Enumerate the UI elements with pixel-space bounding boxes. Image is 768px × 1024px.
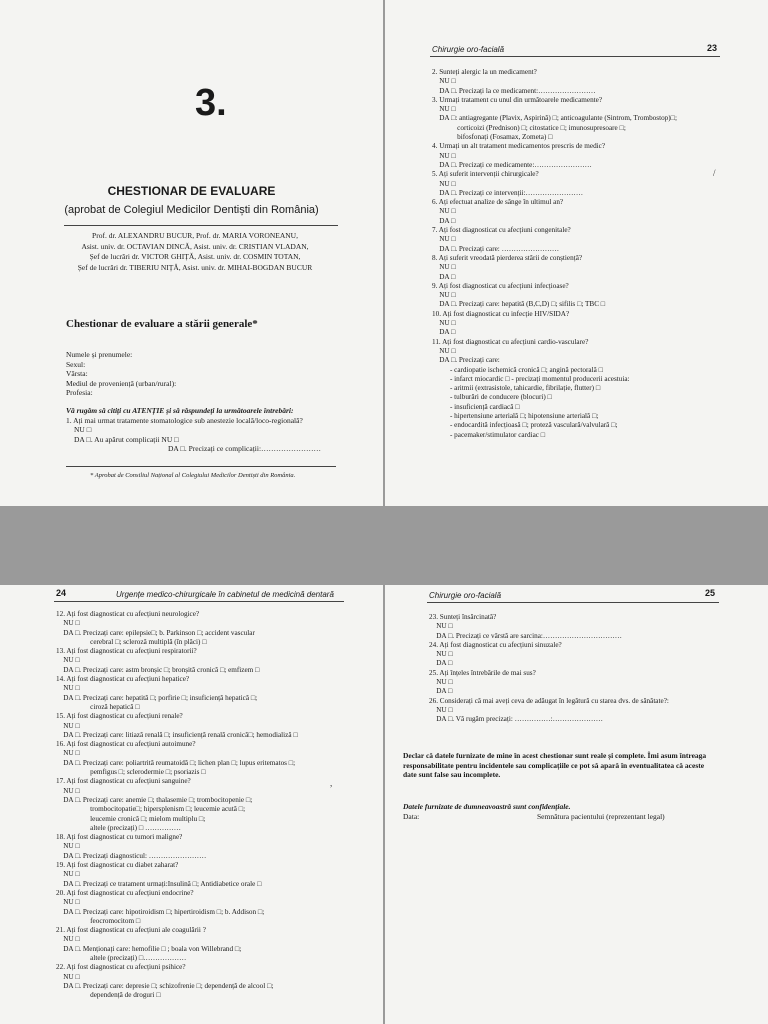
question-line: - pacemaker/stimulator cardiac □	[432, 430, 546, 439]
author-line: Prof. dr. ALEXANDRU BUCUR, Prof. dr. MARIA VORONEANU,	[92, 231, 298, 240]
question-line: 14. Ați fost diagnosticat cu afecțiuni hepatice?	[56, 675, 190, 684]
answer-yes-specify: DA □. Precizați ce complicații:……………………	[168, 444, 322, 453]
field-sex: Sexul:	[66, 359, 86, 369]
question-line: NU □	[56, 935, 80, 944]
question-line: 16. Ați fost diagnosticat cu afecțiuni autoimune?	[56, 740, 196, 749]
question-line: NU □	[432, 263, 456, 272]
question-line: altele (precizați) □………………	[56, 953, 187, 962]
question-line: DA □	[429, 687, 453, 696]
question-line: - tulburări de conducere (blocuri) □	[432, 393, 552, 402]
question-line: 2. Sunteți alergic la un medicament?	[432, 68, 537, 76]
authors-block	[60, 231, 330, 273]
question-line: NU □	[56, 786, 80, 795]
answer-yes-complications: DA □. Au apărut complicații NU □	[74, 434, 179, 444]
question-line: DA □. Precizați care: depresie □; schizofrenie □; dependență de alcool □;	[56, 981, 274, 990]
date-label: Data:	[403, 812, 420, 821]
question-line: 7. Ați fost diagnosticat cu afecțiuni congenitale?	[432, 226, 571, 235]
question-line: 11. Ați fost diagnosticat cu afecțiuni cardio-vasculare?	[432, 337, 589, 346]
question-line: DA □. Precizați care: ……………………	[432, 244, 560, 253]
field-name: Numele și prenumele:	[66, 350, 133, 359]
question-line: 19. Ați fost diagnosticat cu diabet zaharat?	[56, 861, 179, 870]
question-line: NU □	[56, 870, 80, 879]
pen-mark: /	[713, 168, 716, 178]
page-number: 24	[56, 588, 67, 598]
question-line: 10. Ați fost diagnosticat cu infecție HIV/SIDA?	[432, 309, 570, 318]
question-line: DA □. Precizați ce intervenții:……………………	[432, 188, 584, 197]
question-line: DA □	[432, 272, 456, 281]
question-line: dependență de droguri □	[56, 991, 161, 1000]
field-origin: Mediul de proveniență (urban/rural):	[66, 378, 177, 388]
page-chapter-3	[0, 0, 383, 506]
question-line: NU □	[56, 842, 80, 851]
pen-mark: ,	[330, 778, 333, 788]
question-line: 15. Ați fost diagnosticat cu afecțiuni renale?	[56, 712, 183, 721]
page-24	[0, 585, 383, 1024]
question-line: DA □. Vă rugăm precizați: ……………:…………………	[429, 715, 603, 724]
question-line: 18. Ați fost diagnosticat cu tumori maligne?	[56, 833, 183, 842]
question-line: 26. Considerați că mai aveți ceva de adăugat în legătură cu starea dvs. de sănătate?:	[429, 696, 669, 705]
question-line: cerebral □; scleroză multiplă (în plăci) □	[56, 637, 207, 646]
question-line: 12. Ați fost diagnosticat cu afecțiuni neurologice?	[56, 610, 200, 618]
question-line: DA □	[429, 659, 453, 668]
question-line: DA □. Precizați care: anemie □; thalasemie □; trombocitopenie □;	[56, 795, 253, 804]
question-line: NU □	[432, 291, 456, 300]
question-line: NU □	[429, 705, 453, 714]
question-line: leucemie cronică □; mielom multiplu □;	[56, 814, 206, 823]
question-line: DA □. Menționați care: hemofilie □ ; boala von Willebrand □;	[56, 944, 242, 953]
question-line: 20. Ați fost diagnosticat cu afecțiuni endocrine?	[56, 888, 194, 897]
question-line: 25. Ați înțeles întrebările de mai sus?	[429, 668, 536, 677]
question-line: NU □	[432, 105, 456, 114]
question-line: DA □. Precizați la ce medicament:……………………	[432, 86, 596, 95]
header-rule	[427, 602, 719, 603]
signature-label: Semnătura pacientului (reprezentant legal)	[537, 812, 665, 821]
question-line: NU □	[432, 179, 456, 188]
question-line: DA □. Precizați ce vârstă are sarcina:……………………………	[429, 631, 622, 640]
question-line: - endocardită infecțioasă □; proteză vasculară/valvulară □;	[432, 421, 618, 430]
running-header: Chirurgie oro-facială	[429, 591, 502, 600]
footnote: * Aprobat de Consiliul Național al Colegiului Medicilor Dentiști din România.	[90, 472, 296, 479]
question-line: NU □	[429, 622, 453, 631]
running-header: Urgențe medico-chirurgicale în cabinetul de medicină dentară	[116, 590, 334, 599]
question-line: NU □	[432, 235, 456, 244]
field-age: Vârsta:	[66, 369, 88, 378]
question-1: 1. Ați mai urmat tratamente stomatologice sub anestezie locală/loco-regională?	[66, 415, 303, 425]
question-line: - insuficiență cardiacă □	[432, 402, 520, 411]
page-number: 23	[707, 43, 718, 53]
confidentiality-note: Datele furnizate de dumneavoastră sunt confidențiale.	[403, 802, 571, 811]
question-line: DA □. Precizați care: litiază renală □; insuficiență renală cronică□; hemodializă □	[56, 730, 298, 739]
declaration-text: Declar că datele furnizate de mine în acest chestionar sunt reale și complete. Îmi asum întreaga responsabilitate pentru incidentele sau complicațiile ce pot să apară în eventualitatea că aceste date sunt false sau incomplete.	[403, 751, 707, 780]
question-line: NU □	[56, 721, 80, 730]
header-rule	[54, 601, 344, 602]
page-number: 25	[705, 588, 716, 598]
instructions-block	[66, 406, 366, 454]
question-line: 3. Urmați tratament cu unul din următoarele medicamente?	[432, 95, 603, 104]
question-line: NU □	[429, 678, 453, 687]
question-line: - aritmii (extrasistole, tahicardie, fibrilație, flutter) □	[432, 384, 601, 393]
question-line: DA □	[432, 328, 456, 337]
question-line: NU □	[432, 207, 456, 216]
question-line: DA □	[432, 216, 456, 225]
question-line: NU □	[432, 151, 456, 160]
question-line: - infarct miocardic □ - precizați momentul producerii acestuia:	[432, 374, 630, 383]
title-divider	[64, 225, 338, 226]
question-line: NU □	[56, 749, 80, 758]
question-line: DA □. Precizați diagnosticul: ……………………	[56, 851, 207, 860]
question-line: DA □. Precizați care:	[432, 356, 500, 365]
question-line: DA □. Precizați ce medicamente:……………………	[432, 160, 592, 169]
question-line: DA □. Precizați ce tratament urmați:Insulină □; Antidiabetice orale □	[56, 879, 262, 888]
question-line: bifosfonați (Fosamax, Zometa) □	[432, 133, 553, 142]
question-line: NU □	[56, 684, 80, 693]
question-line: altele (precizați) □ ……………	[56, 823, 181, 832]
question-line: NU □	[56, 972, 80, 981]
question-line: ciroză hepatică □	[56, 702, 140, 711]
question-line: 21. Ați fost diagnosticat cu afecțiuni ale coagulării ?	[56, 926, 206, 935]
question-line: 24. Ați fost diagnosticat cu afecțiuni sinuzale?	[429, 640, 562, 649]
running-header: Chirurgie oro-facială	[432, 45, 505, 54]
questions-2-11	[432, 68, 677, 440]
header-rule	[430, 56, 720, 57]
question-line: 6. Ați efectuat analize de sânge în ultimul an?	[432, 198, 564, 207]
answer-no: NU □	[74, 425, 92, 434]
questions-12-22	[56, 610, 298, 1000]
question-line: 23. Sunteți însărcinată?	[429, 613, 497, 621]
author-line: Șef de lucrări dr. TIBERIU NIȚĂ, Asist. univ. dr. MIHAI-BOGDAN BUCUR	[77, 262, 313, 272]
question-line: 8. Ați suferit vreodată pierderea stării de conștiență?	[432, 253, 583, 262]
questions-23-26	[429, 613, 669, 725]
page-25	[385, 585, 768, 1024]
question-line: NU □	[432, 346, 456, 355]
question-line: NU □	[56, 898, 80, 907]
question-line: NU □	[56, 619, 80, 628]
personal-fields	[66, 350, 176, 398]
author-line: Asist. univ. dr. OCTAVIAN DINCĂ, Asist. univ. dr. CRISTIAN VLADAN,	[81, 241, 309, 251]
question-line: trombocitopatie□; hipersplenism □; leucemie acută □;	[56, 805, 246, 814]
question-line: NU □	[56, 656, 80, 665]
question-line: 9. Ați fost diagnosticat cu afecțiuni infecțioase?	[432, 281, 569, 290]
question-line: - hipertensiune arterială □; hipotensiune arterială □;	[432, 411, 599, 420]
question-line: DA □. Precizați care: astm bronșic □; bronșită cronică □; emfizem □	[56, 665, 260, 674]
question-line: NU □	[432, 77, 456, 86]
question-line: 4. Urmați un alt tratament medicamentos prescris de medic?	[432, 142, 606, 151]
field-profession: Profesia:	[66, 388, 93, 397]
question-line: DA □. Precizați care: hipotiroidism □; hipertiroidism □; b. Addison □;	[56, 907, 265, 916]
question-line: feocromocitom □	[56, 916, 141, 925]
section-title: Chestionar de evaluare a stării generale*	[66, 318, 258, 330]
question-line: DA □. Precizați care: poliartrită reumatoidă □; lichen plan □; lupus eritematos □;	[56, 758, 296, 767]
question-line: corticoizi (Prednison) □; citostatice □; imunosupresoare □;	[432, 123, 626, 132]
question-line: 22. Ați fost diagnosticat cu afecțiuni psihice?	[56, 963, 186, 972]
questionnaire-subtitle: (aprobat de Colegiul Medicilor Dentiști din România)	[64, 204, 319, 216]
questionnaire-title: CHESTIONAR DE EVALUARE	[107, 184, 276, 198]
chapter-number: 3.	[195, 82, 227, 124]
instruction-text: Vă rugăm să citiți cu ATENȚIE și să răspundeți la următoarele întrebări:	[66, 406, 294, 415]
question-line: DA □. Precizați care: hepatită (B,C,D) □; sifilis □; TBC □	[432, 300, 606, 309]
footnote-divider	[66, 466, 336, 467]
question-line: DA □. Precizați care: hepatită □; porfirie □; insuficiență hepatică □;	[56, 693, 258, 702]
page-23	[385, 0, 768, 506]
question-line: DA □: antiagregante (Plavix, Aspirină) □; anticoagulante (Sintrom, Trombostop)□;	[432, 114, 677, 123]
question-line: NU □	[429, 650, 453, 659]
author-line: Șef de lucrări dr. VICTOR GHIȚĂ, Asist. univ. dr. COSMIN TOTAN,	[89, 252, 301, 261]
question-line: 17. Ați fost diagnosticat cu afecțiuni sanguine?	[56, 777, 191, 786]
question-line: NU □	[432, 319, 456, 328]
question-line: 13. Ați fost diagnosticat cu afecțiuni respiratorii?	[56, 647, 197, 656]
question-line: DA □. Precizați care: epilepsie□; b. Parkinson □; accident vascular	[56, 628, 255, 637]
question-line: 5. Ați suferit intervenții chirurgicale?	[432, 170, 539, 179]
question-line: pemfigus □; sclerodermie □; psoriazis □	[56, 768, 206, 777]
question-line: - cardiopatie ischemică cronică □; angină pectorală □	[432, 365, 603, 374]
